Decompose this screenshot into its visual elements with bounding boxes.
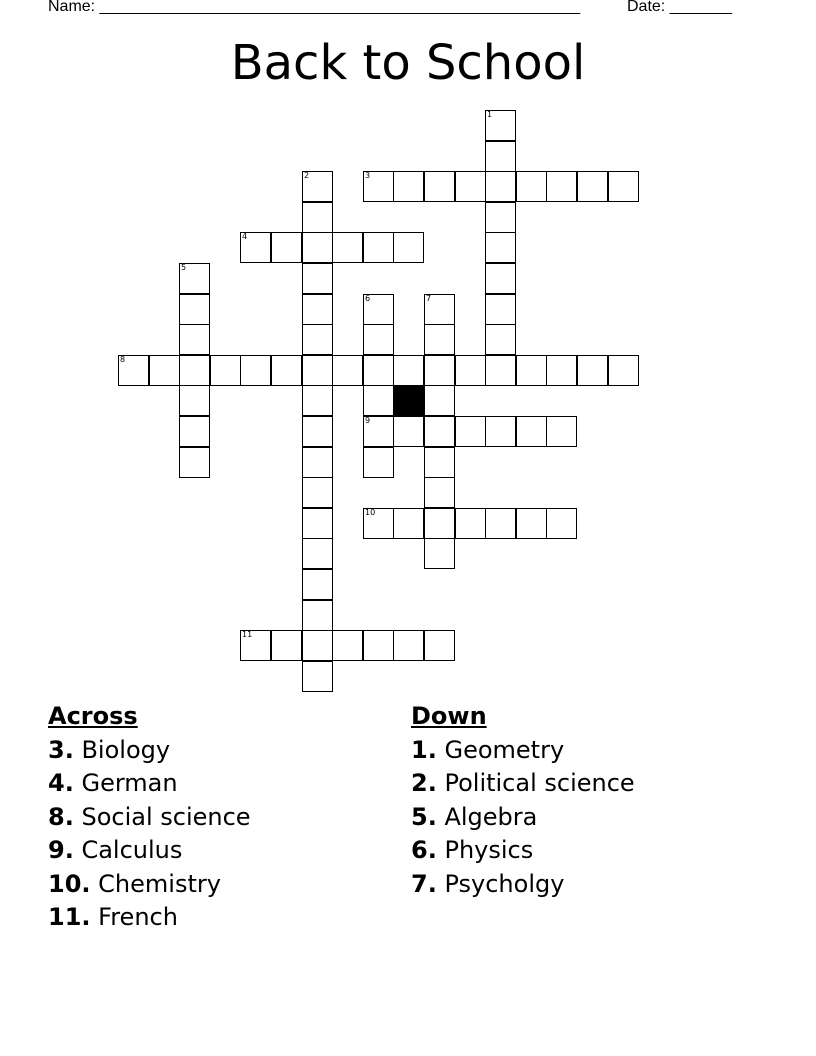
- grid-cell[interactable]: [424, 630, 455, 661]
- clue-text: Social science: [81, 802, 251, 831]
- down-clue: [411, 767, 635, 801]
- grid-cell[interactable]: [516, 416, 547, 447]
- grid-cell[interactable]: [240, 232, 271, 263]
- clue-number: 3.: [48, 735, 74, 764]
- date-field-label: Date: _______: [627, 0, 732, 15]
- cell-number: 1: [487, 110, 493, 119]
- cell-number: 5: [181, 263, 187, 272]
- grid-cell[interactable]: [302, 324, 333, 355]
- clue-number: 1.: [411, 735, 437, 764]
- grid-cell[interactable]: [302, 385, 333, 416]
- blocked-cell: [393, 385, 424, 416]
- grid-cell[interactable]: [363, 385, 394, 416]
- cell-number: 8: [120, 355, 126, 364]
- grid-cell[interactable]: [577, 171, 608, 202]
- grid-cell[interactable]: [516, 508, 547, 539]
- grid-cell[interactable]: [302, 630, 333, 661]
- grid-cell[interactable]: [485, 263, 516, 294]
- grid-cell[interactable]: [455, 508, 486, 539]
- grid-cell[interactable]: [424, 447, 455, 478]
- grid-cell[interactable]: [424, 171, 455, 202]
- grid-cell[interactable]: [424, 508, 455, 539]
- grid-cell[interactable]: [424, 416, 455, 447]
- grid-cell[interactable]: [393, 416, 424, 447]
- grid-cell[interactable]: [118, 355, 149, 386]
- grid-cell[interactable]: [271, 355, 302, 386]
- clue-text: Calculus: [81, 836, 183, 864]
- clue-text: Algebra: [444, 802, 538, 831]
- grid-cell[interactable]: [455, 355, 486, 386]
- grid-cell[interactable]: [363, 447, 394, 478]
- grid-cell[interactable]: [363, 355, 394, 386]
- grid-cell[interactable]: [271, 630, 302, 661]
- grid-cell[interactable]: [424, 385, 455, 416]
- down-clue: [411, 834, 635, 868]
- clue-text: Political science: [444, 769, 635, 797]
- grid-cell[interactable]: [240, 630, 271, 661]
- grid-cell[interactable]: [302, 477, 333, 508]
- grid-cell[interactable]: [393, 171, 424, 202]
- grid-cell[interactable]: [455, 171, 486, 202]
- across-clue: [48, 868, 251, 902]
- grid-cell[interactable]: [302, 416, 333, 447]
- cell-number: 2: [304, 171, 310, 180]
- grid-cell[interactable]: [149, 355, 180, 386]
- grid-cell[interactable]: [210, 355, 241, 386]
- grid-cell[interactable]: [179, 447, 210, 478]
- grid-cell[interactable]: [424, 355, 455, 386]
- across-clue: [48, 834, 251, 868]
- clue-number: 7.: [411, 869, 437, 898]
- grid-cell[interactable]: [363, 416, 394, 447]
- grid-cell[interactable]: [363, 324, 394, 355]
- grid-cell[interactable]: [424, 538, 455, 569]
- grid-cell[interactable]: [179, 263, 210, 294]
- across-clue: [48, 901, 251, 935]
- cell-number: 9: [365, 416, 371, 425]
- across-clue: [48, 734, 251, 768]
- grid-cell[interactable]: [302, 171, 333, 202]
- down-clue: [411, 868, 635, 902]
- grid-cell[interactable]: [179, 324, 210, 355]
- grid-cell[interactable]: [302, 202, 333, 233]
- grid-cell[interactable]: [546, 355, 577, 386]
- clue-text: Psycholgy: [444, 869, 565, 898]
- grid-cell[interactable]: [424, 324, 455, 355]
- clue-text: Biology: [81, 735, 171, 764]
- grid-cell[interactable]: [516, 355, 547, 386]
- clue-number: 10.: [48, 869, 91, 898]
- clue-text: French: [98, 903, 178, 931]
- clue-text: Geometry: [444, 735, 565, 764]
- clue-number: 5.: [411, 802, 437, 831]
- grid-cell[interactable]: [332, 355, 363, 386]
- down-heading: Down: [411, 702, 487, 730]
- grid-cell[interactable]: [485, 141, 516, 172]
- grid-cell[interactable]: [485, 508, 516, 539]
- grid-cell[interactable]: [485, 202, 516, 233]
- grid-cell[interactable]: [302, 508, 333, 539]
- grid-cell[interactable]: [393, 630, 424, 661]
- clue-number: 6.: [411, 836, 437, 864]
- puzzle-title: Back to School: [230, 35, 586, 91]
- across-heading: Across: [48, 702, 138, 730]
- grid-cell[interactable]: [179, 294, 210, 325]
- clue-number: 11.: [48, 903, 91, 931]
- down-clues: [411, 700, 635, 901]
- grid-cell[interactable]: [179, 355, 210, 386]
- grid-cell[interactable]: [302, 447, 333, 478]
- clue-text: Physics: [444, 836, 534, 864]
- grid-cell[interactable]: [424, 294, 455, 325]
- grid-cell[interactable]: [485, 232, 516, 263]
- cell-number: 4: [242, 232, 248, 241]
- clue-number: 9.: [48, 836, 74, 864]
- grid-cell[interactable]: [608, 171, 639, 202]
- grid-cell[interactable]: [302, 294, 333, 325]
- cell-number: 6: [365, 294, 371, 303]
- grid-cell[interactable]: [271, 232, 302, 263]
- grid-cell[interactable]: [332, 630, 363, 661]
- across-clues: [48, 700, 251, 935]
- grid-cell[interactable]: [393, 355, 424, 386]
- clue-text: German: [81, 769, 178, 797]
- grid-cell[interactable]: [393, 508, 424, 539]
- grid-cell[interactable]: [485, 355, 516, 386]
- clue-number: 8.: [48, 802, 74, 831]
- grid-cell[interactable]: [179, 385, 210, 416]
- grid-cell[interactable]: [179, 416, 210, 447]
- cell-number: 7: [426, 294, 432, 303]
- grid-cell[interactable]: [240, 355, 271, 386]
- grid-cell[interactable]: [363, 508, 394, 539]
- grid-cell[interactable]: [363, 294, 394, 325]
- clue-number: 2.: [411, 769, 437, 797]
- cell-number: 3: [365, 171, 371, 180]
- grid-cell[interactable]: [546, 171, 577, 202]
- grid-cell[interactable]: [577, 355, 608, 386]
- grid-cell[interactable]: [302, 232, 333, 263]
- grid-cell[interactable]: [485, 110, 516, 141]
- down-clue: [411, 801, 635, 835]
- grid-cell[interactable]: [302, 569, 333, 600]
- grid-cell[interactable]: [363, 171, 394, 202]
- grid-cell[interactable]: [363, 630, 394, 661]
- grid-cell[interactable]: [455, 416, 486, 447]
- grid-cell[interactable]: [393, 232, 424, 263]
- grid-cell[interactable]: [516, 171, 547, 202]
- across-clue: [48, 801, 251, 835]
- clue-number: 4.: [48, 769, 74, 797]
- cell-number: 10: [365, 508, 376, 517]
- grid-cell[interactable]: [485, 171, 516, 202]
- cell-number: 11: [242, 630, 253, 639]
- grid-cell[interactable]: [302, 661, 333, 692]
- grid-cell[interactable]: [302, 538, 333, 569]
- grid-cell[interactable]: [424, 477, 455, 508]
- grid-cell[interactable]: [485, 416, 516, 447]
- name-field-label: Name: ______________________________________________________: [48, 0, 581, 15]
- across-clue: [48, 767, 251, 801]
- grid-cell[interactable]: [302, 600, 333, 631]
- grid-cell[interactable]: [363, 232, 394, 263]
- grid-cell[interactable]: [302, 263, 333, 294]
- grid-cell[interactable]: [546, 416, 577, 447]
- down-clue: [411, 734, 635, 768]
- grid-cell[interactable]: [546, 508, 577, 539]
- grid-cell[interactable]: [485, 294, 516, 325]
- grid-cell[interactable]: [302, 355, 333, 386]
- grid-cell[interactable]: [332, 232, 363, 263]
- grid-cell[interactable]: [608, 355, 639, 386]
- clue-text: Chemistry: [98, 869, 221, 898]
- grid-cell[interactable]: [485, 324, 516, 355]
